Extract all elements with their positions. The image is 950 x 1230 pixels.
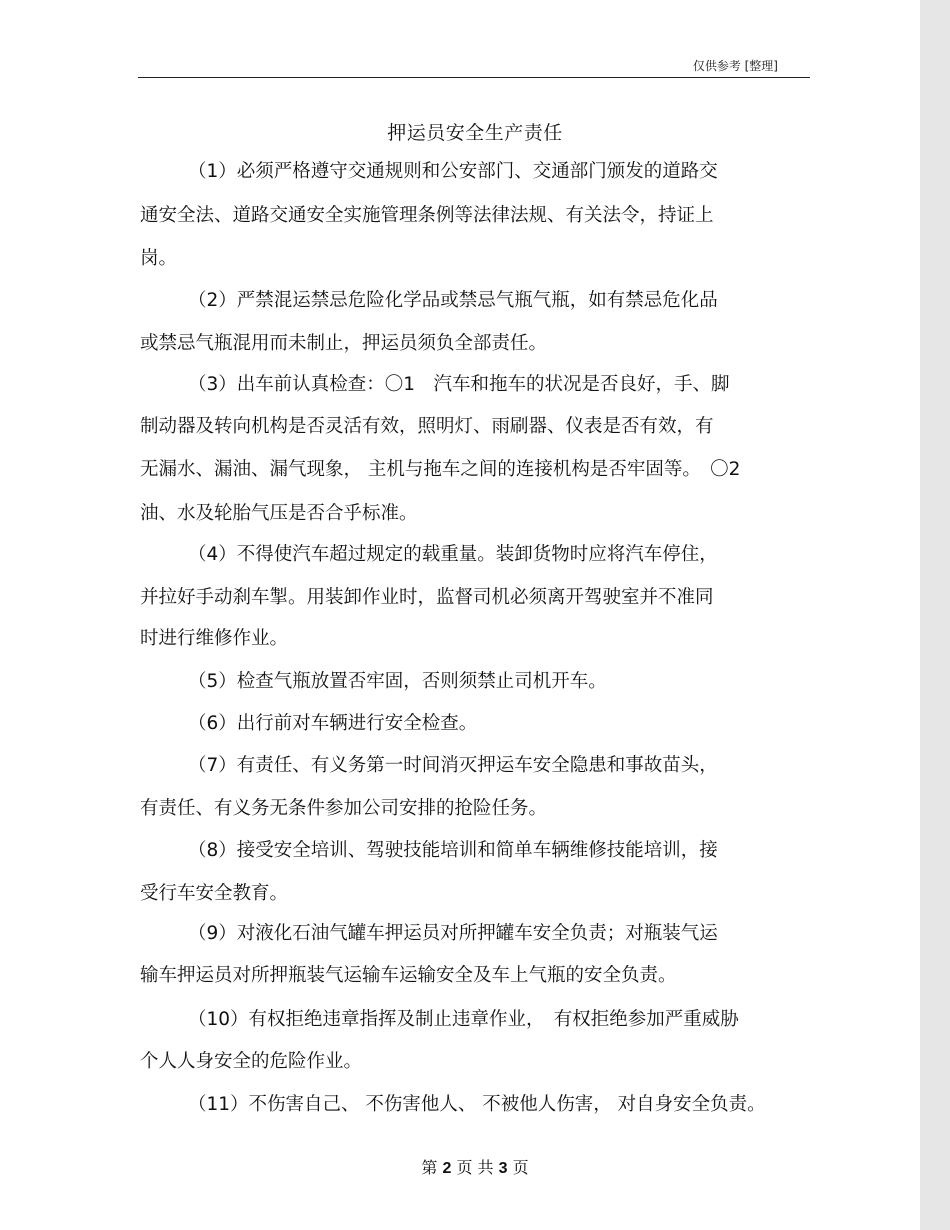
paragraph-line: 并拉好手动刹车掣。用装卸作业时，监督司机必须离开驾驶室并不准同 bbox=[140, 587, 714, 608]
paragraph-line: 无漏水、漏油、漏气现象， 主机与拖车之间的连接机构是否牢固等。 〇2 bbox=[140, 459, 741, 480]
footer-middle: 页 共 bbox=[456, 1158, 494, 1177]
paragraph-line: （4）不得使汽车超过规定的载重量。装卸货物时应将汽车停住， bbox=[188, 544, 718, 565]
paragraph-line: （6）出行前对车辆进行安全检查。 bbox=[188, 713, 478, 734]
paragraph-line: 通安全法、道路交通安全实施管理条例等法律法规、有关法令，持证上 bbox=[140, 205, 714, 226]
paragraph-line: 受行车安全教育。 bbox=[140, 883, 289, 904]
paragraph-line: （1）必须严格遵守交通规则和公安部门、交通部门颁发的道路交 bbox=[188, 161, 718, 182]
paragraph-line: 有责任、有义务无条件参加公司安排的抢险任务。 bbox=[140, 798, 548, 819]
paragraph-line: （9）对液化石油气罐车押运员对所押罐车安全负责；对瓶装气运 bbox=[188, 923, 718, 944]
paragraph-line: 个人人身安全的危险作业。 bbox=[140, 1051, 363, 1072]
paragraph-line: 油、水及轮胎气压是否合乎标准。 bbox=[140, 503, 418, 524]
paragraph-line: 时进行维修作业。 bbox=[140, 628, 289, 649]
total-page-number: 3 bbox=[498, 1160, 508, 1177]
footer-prefix: 第 bbox=[421, 1158, 438, 1177]
paragraph-line: 或禁忌气瓶混用而未制止，押运员须负全部责任。 bbox=[140, 333, 548, 354]
header-note: 仅供参考 [整理] bbox=[692, 59, 778, 73]
paragraph-line: （8）接受安全培训、驾驶技能培训和简单车辆维修技能培训，接 bbox=[188, 840, 718, 861]
paragraph-line: （5）检查气瓶放置否牢固，否则须禁止司机开车。 bbox=[188, 671, 607, 692]
footer-suffix: 页 bbox=[512, 1158, 529, 1177]
paragraph-line: （11）不伤害自己、 不伤害他人、 不被他人伤害， 对自身安全负责。 bbox=[188, 1094, 766, 1115]
header-divider bbox=[138, 77, 810, 78]
paragraph-line: （3）出车前认真检查：〇1 汽车和拖车的状况是否良好，手、脚 bbox=[188, 374, 730, 395]
paragraph-line: 岗。 bbox=[140, 248, 178, 269]
paragraph-line: （10）有权拒绝违章指挥及制止违章作业， 有权拒绝参加严重威胁 bbox=[188, 1009, 739, 1030]
current-page-number: 2 bbox=[442, 1160, 452, 1177]
paragraph-line: （7）有责任、有义务第一时间消灭押运车安全隐患和事故苗头， bbox=[188, 755, 718, 776]
page-number-footer bbox=[0, 1155, 950, 1178]
paragraph-line: 制动器及转向机构是否灵活有效，照明灯、雨刷器、仪表是否有效，有 bbox=[140, 416, 714, 437]
paragraph-line: （2）严禁混运禁忌危险化学品或禁忌气瓶气瓶，如有禁忌危化品 bbox=[188, 290, 718, 311]
paragraph-line: 输车押运员对所押瓶装气运输车运输安全及车上气瓶的安全负责。 bbox=[140, 965, 677, 986]
page-title: 押运员安全生产责任 bbox=[387, 122, 563, 144]
